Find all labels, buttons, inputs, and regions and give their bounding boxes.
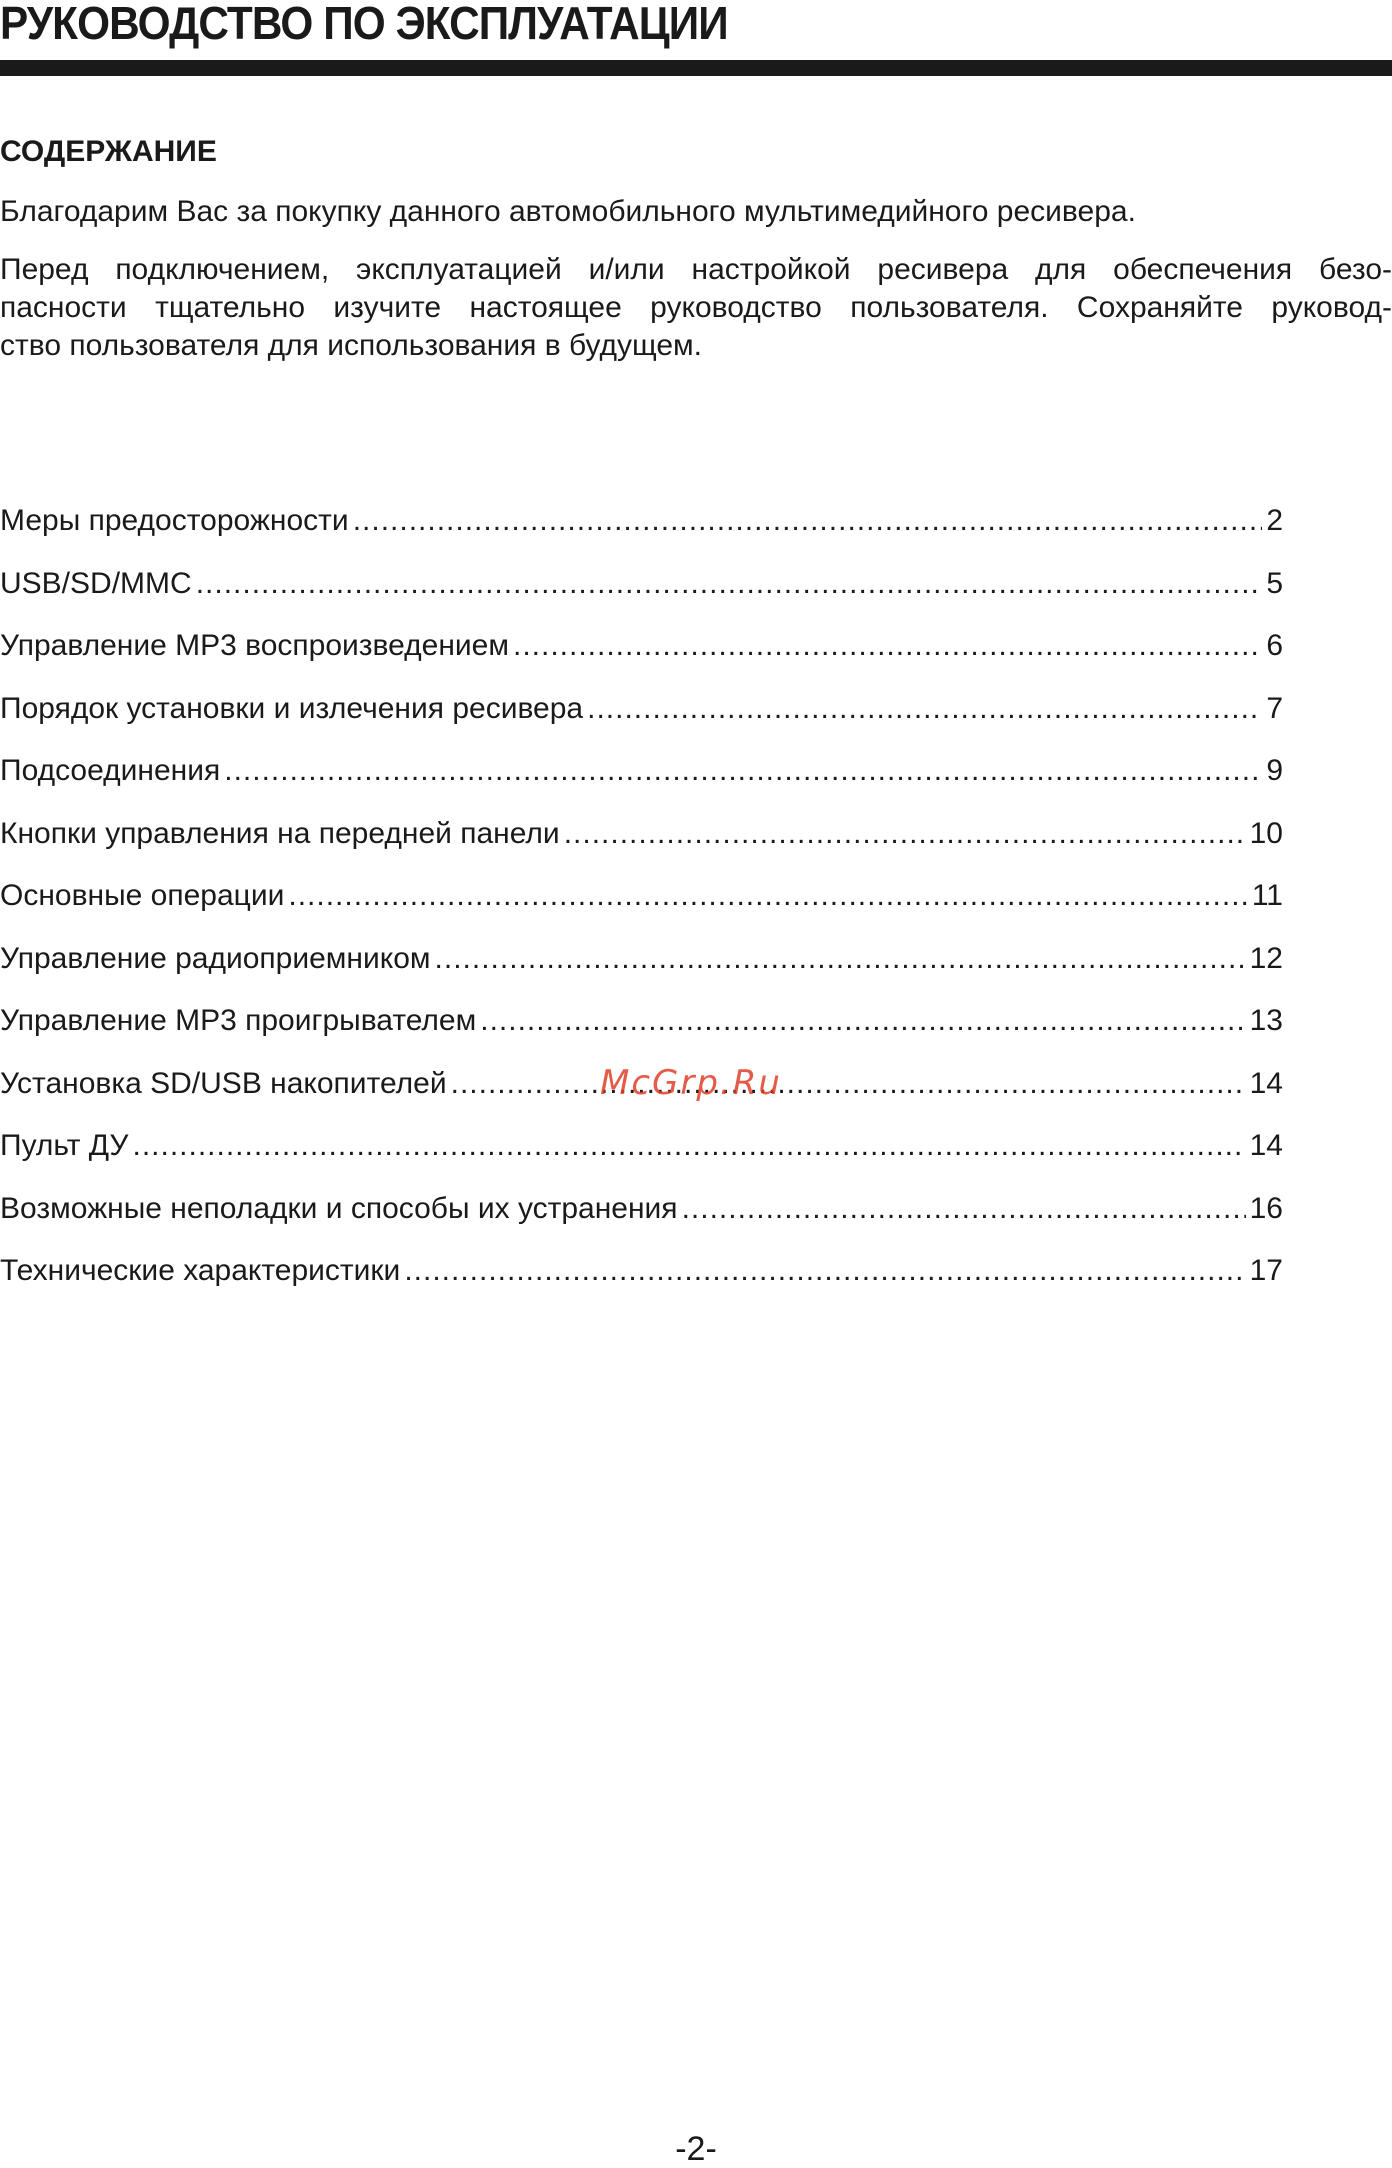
watermark: McGrp.Ru: [600, 1063, 782, 1103]
toc-entry-page: 5: [1266, 566, 1283, 600]
toc-entry-title: Управление радиоприемником: [0, 941, 431, 975]
toc-entry-title: Порядок установки и излечения ресивера: [0, 691, 584, 725]
toc-dot-leader: [353, 500, 1263, 542]
toc-dot-leader: [132, 1125, 1245, 1167]
toc-entry-page: 10: [1249, 816, 1283, 850]
toc-entry-page: 16: [1249, 1191, 1283, 1225]
header-rule: [0, 60, 1392, 76]
toc-entry-title: Технические характеристики: [0, 1254, 401, 1287]
intro-paragraph-safety: [0, 251, 1392, 365]
toc-dot-leader: [682, 1188, 1246, 1230]
toc-entry[interactable]: [0, 938, 1283, 1001]
toc-entry[interactable]: [0, 875, 1283, 938]
toc-entry-title: Пульт ДУ: [0, 1129, 129, 1162]
toc-entry[interactable]: [0, 813, 1283, 876]
toc-entry-page: 6: [1266, 629, 1283, 662]
toc-entry-title: Возможные неполадки и способы их устранения: [0, 1191, 678, 1225]
page-number: -2-: [675, 2130, 717, 2168]
intro-line: Перед подключением, эксплуатацией и/или настройкой ресивера для обеспечения безо-: [0, 253, 1392, 286]
toc-dot-leader: [587, 688, 1262, 730]
toc-entry-page: 11: [1251, 879, 1283, 912]
toc-entry[interactable]: [0, 750, 1283, 813]
toc-entry[interactable]: [0, 1000, 1283, 1063]
toc-dot-leader: [451, 1063, 1246, 1105]
toc-entry-page: 13: [1249, 1004, 1283, 1037]
toc-entry-page: 9: [1266, 754, 1283, 787]
toc-entry-title: Управление MP3 проигрывателем: [0, 1004, 477, 1037]
contents-heading: СОДЕРЖАНИЕ: [0, 135, 217, 168]
toc-entry[interactable]: [0, 625, 1283, 688]
toc-entry[interactable]: [0, 1250, 1283, 1313]
intro-line: ство пользователя для использования в будущем.: [0, 329, 703, 362]
toc-entry[interactable]: [0, 563, 1283, 626]
toc-entry-title: Подсоединения: [0, 754, 221, 787]
toc-entry-title: Основные операции: [0, 879, 285, 912]
toc-dot-leader: [196, 563, 1263, 605]
intro-line: пасности тщательно изучите настоящее руководство пользователя. Сохраняйте руковод-: [0, 291, 1392, 324]
document-title: РУКОВОДСТВО ПО ЭКСПЛУАТАЦИИ: [0, 0, 728, 49]
toc-entry[interactable]: [0, 500, 1283, 563]
toc-entry-page: 17: [1249, 1254, 1283, 1287]
toc-entry-page: 7: [1266, 691, 1283, 725]
toc-entry-title: Кнопки управления на передней панели: [0, 816, 560, 850]
toc-entry-page: 14: [1249, 1066, 1283, 1100]
table-of-contents: [0, 500, 1283, 1313]
toc-entry[interactable]: [0, 1188, 1283, 1251]
toc-dot-leader: [513, 625, 1262, 667]
toc-dot-leader: [288, 875, 1247, 917]
toc-dot-leader: [435, 938, 1246, 980]
toc-dot-leader: [480, 1000, 1245, 1042]
toc-dot-leader: [404, 1250, 1245, 1292]
toc-entry-title: Меры предосторожности: [0, 504, 349, 537]
toc-entry-title: USB/SD/MMC: [0, 566, 192, 600]
toc-dot-leader: [224, 750, 1262, 792]
toc-dot-leader: [564, 813, 1246, 855]
intro-paragraph-thanks: Благодарим Вас за покупку данного автомобильного мультимедийного ресивера.: [0, 195, 1136, 228]
toc-entry-page: 2: [1266, 504, 1283, 537]
toc-entry-page: 14: [1249, 1129, 1283, 1162]
toc-entry[interactable]: [0, 1125, 1283, 1188]
toc-entry-title: Управление MP3 воспроизведением: [0, 629, 509, 662]
toc-entry-page: 12: [1249, 941, 1283, 975]
toc-entry[interactable]: [0, 688, 1283, 751]
toc-entry-title: Установка SD/USB накопителей: [0, 1066, 447, 1100]
